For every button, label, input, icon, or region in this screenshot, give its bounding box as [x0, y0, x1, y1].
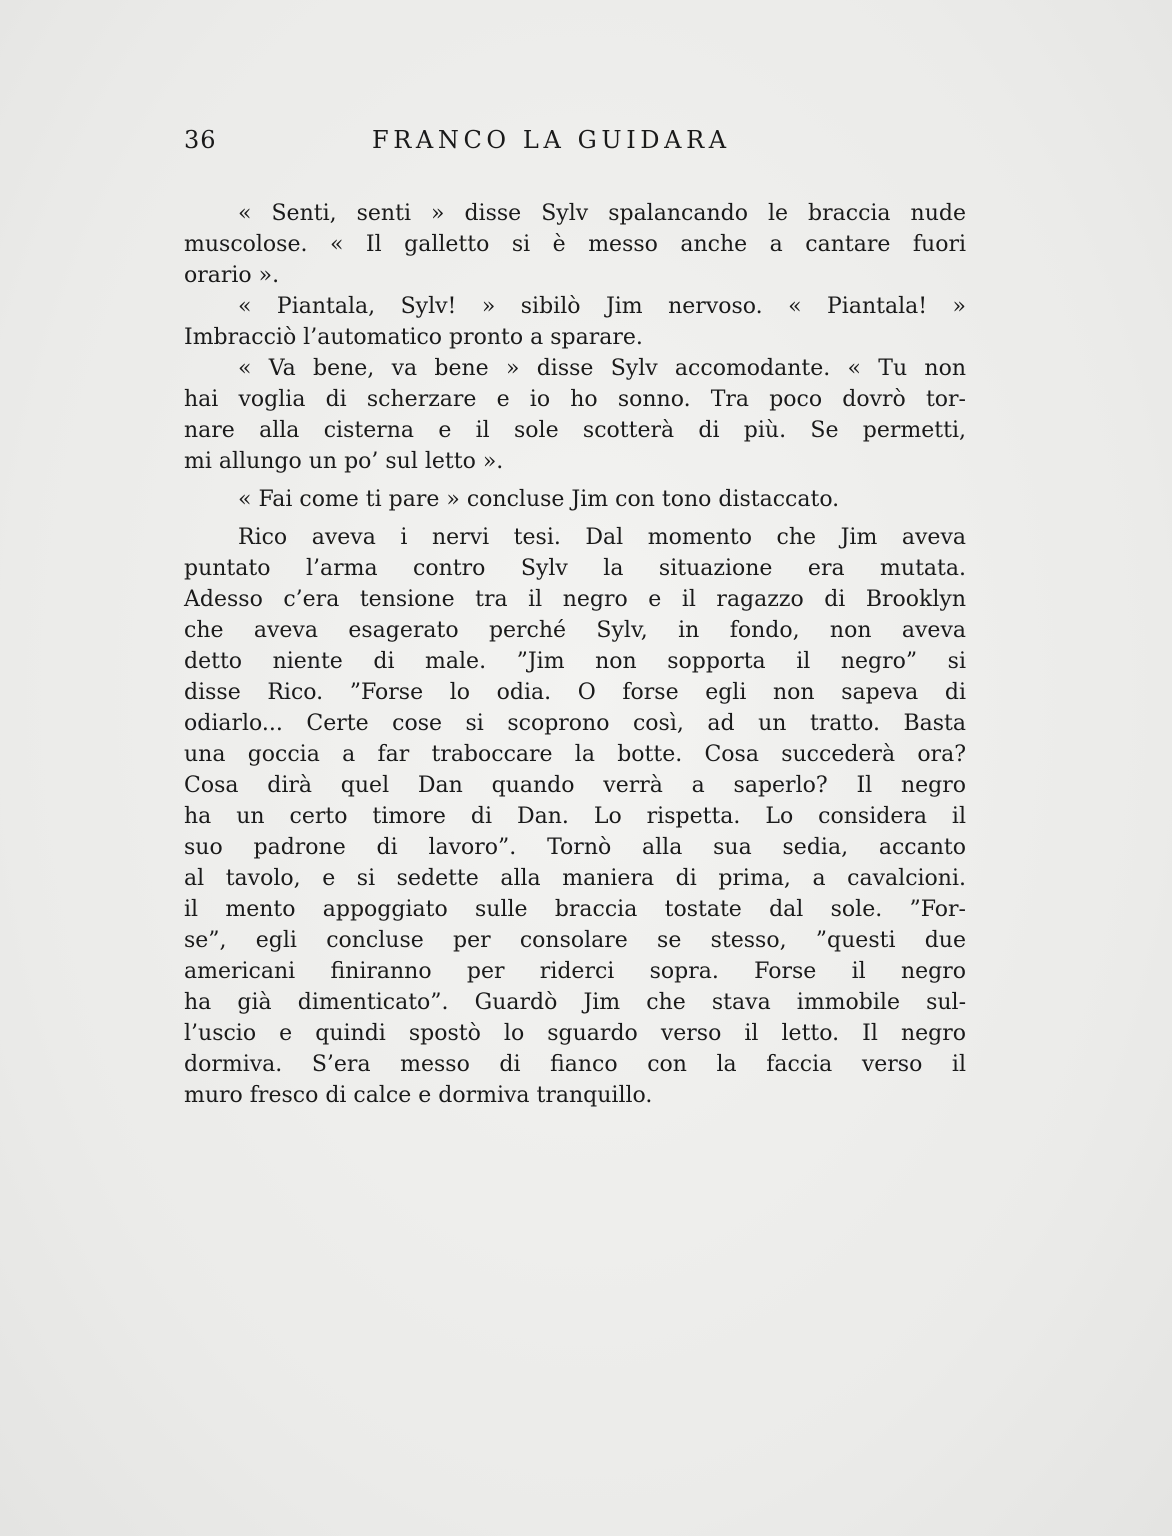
text-line: detto niente di male. ”Jim non sopporta il negro” si [184, 649, 966, 674]
text-line: il mento appoggiato sulle braccia tostate dal sole. ”For- [184, 897, 966, 922]
paragraph [184, 484, 966, 515]
text-line: che aveva esagerato perché Sylv, in fondo, non aveva [184, 618, 966, 643]
text-line: se”, egli concluse per consolare se stesso, ”questi due [184, 928, 966, 953]
text-line: una goccia a far traboccare la botte. Cosa succederà ora? [184, 742, 966, 767]
text-line: Adesso c’era tensione tra il negro e il ragazzo di Brooklyn [184, 587, 966, 612]
text-line: suo padrone di lavoro”. Tornò alla sua sedia, accanto [184, 835, 966, 860]
text-line: al tavolo, e si sedette alla maniera di prima, a cavalcioni. [184, 866, 966, 891]
text-line: Imbracciò l’automatico pronto a sparare. [184, 325, 643, 350]
paragraph [184, 198, 966, 291]
text-line: hai voglia di scherzare e io ho sonno. Tra poco dovrò tor- [184, 387, 966, 412]
text-line: nare alla cisterna e il sole scotterà di più. Se permetti, [184, 418, 966, 443]
text-line: odiarlo... Certe cose si scoprono così, ad un tratto. Basta [184, 711, 966, 736]
text-line: ha un certo timore di Dan. Lo rispetta. Lo considera il [184, 804, 966, 829]
paragraph [184, 291, 966, 353]
body-text [184, 198, 966, 1111]
text-line: « Senti, senti » disse Sylv spalancando le braccia nude [238, 201, 966, 226]
page-number: 36 [184, 126, 217, 154]
text-line: muro fresco di calce e dormiva tranquillo. [184, 1083, 653, 1108]
text-line: mi allungo un po’ sul letto ». [184, 449, 504, 474]
text-line: americani finiranno per riderci sopra. Forse il negro [184, 959, 966, 984]
text-line: l’uscio e quindi spostò lo sguardo verso il letto. Il negro [184, 1021, 966, 1046]
text-line: « Fai come ti pare » concluse Jim con tono distaccato. [238, 487, 840, 512]
paragraph [184, 522, 966, 1111]
text-line: muscolose. « Il galletto si è messo anche a cantare fuori [184, 232, 966, 257]
text-line: Rico aveva i nervi tesi. Dal momento che Jim aveva [238, 525, 966, 550]
text-line: orario ». [184, 263, 280, 288]
text-line: disse Rico. ”Forse lo odia. O forse egli non sapeva di [184, 680, 966, 705]
running-head: FRANCO LA GUIDARA [372, 126, 731, 154]
text-line: dormiva. S’era messo di fianco con la faccia verso il [184, 1052, 966, 1077]
text-line: puntato l’arma contro Sylv la situazione era mutata. [184, 556, 966, 581]
paragraph [184, 353, 966, 477]
text-line: ha già dimenticato”. Guardò Jim che stava immobile sul- [184, 990, 966, 1015]
page-header [184, 126, 968, 160]
text-line: « Va bene, va bene » disse Sylv accomodante. « Tu non [238, 356, 966, 381]
text-line: « Piantala, Sylv! » sibilò Jim nervoso. « Piantala! » [238, 294, 966, 319]
text-line: Cosa dirà quel Dan quando verrà a saperlo? Il negro [184, 773, 966, 798]
